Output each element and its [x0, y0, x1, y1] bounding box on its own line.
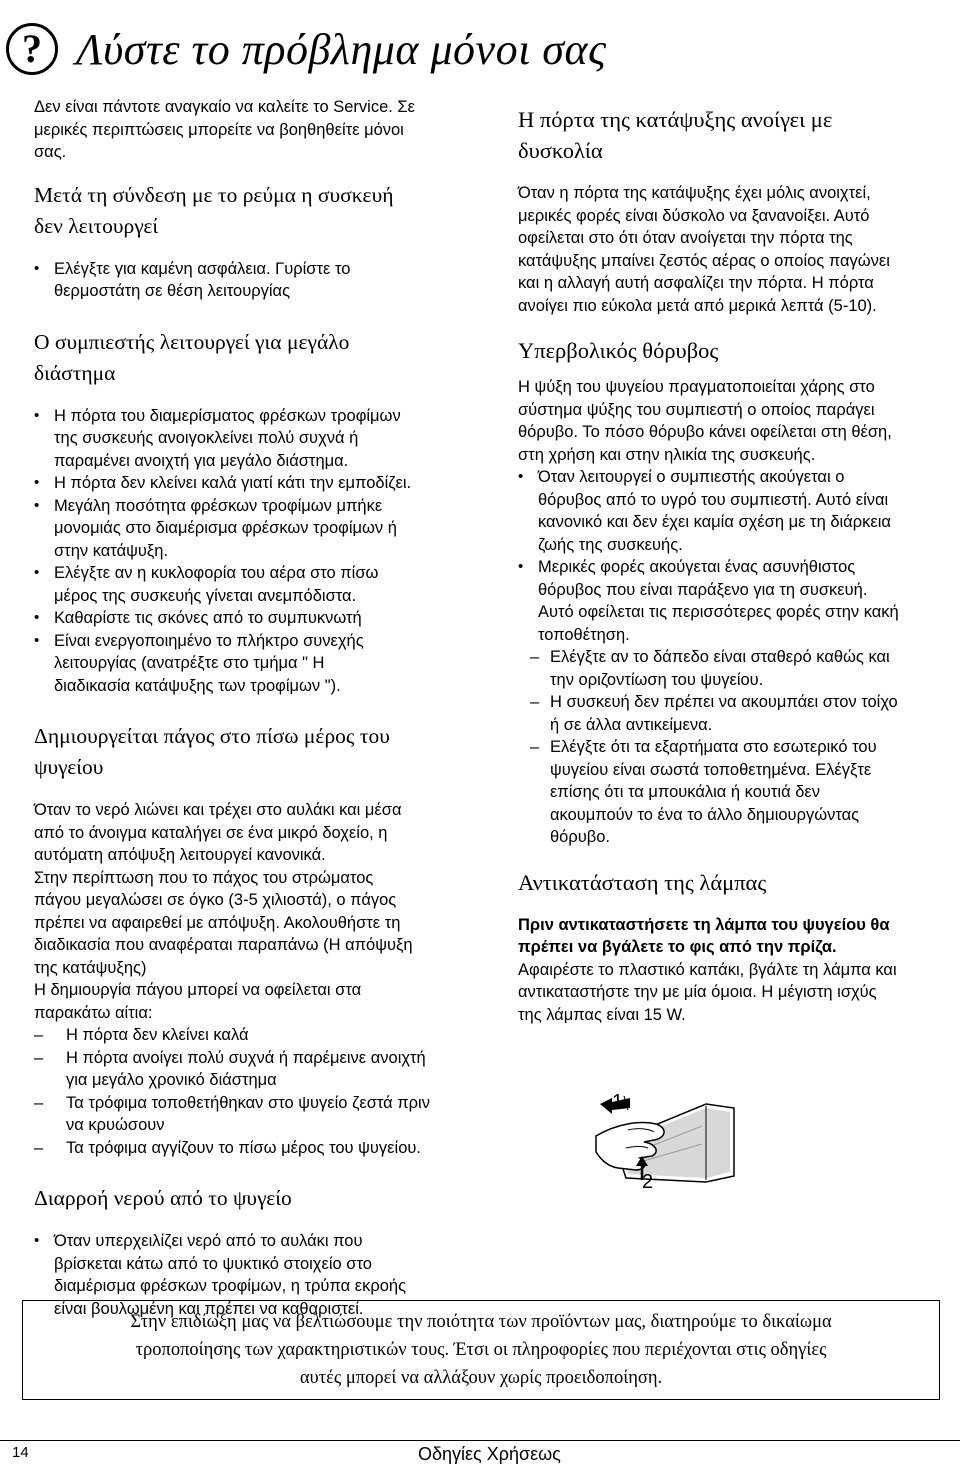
- section-heading-noise: Υπερβολικός θόρυβος: [518, 338, 719, 363]
- page-title: Λύστε το πρόβλημα μόνοι σας: [76, 24, 607, 74]
- list-item: – Τα τρόφιμα τοποθετήθηκαν στο ψυγείο ζεστά πριν να κρυώσουν: [34, 1092, 474, 1137]
- footer-divider: [0, 1440, 960, 1441]
- lamp-instructions: Αφαιρέστε το πλαστικό καπάκι, βγάλτε τη λάμπα και αντικαταστήστε την με μία όμοια. Η μέγιστη ισχύς της λάμπας είναι 15 W.: [518, 960, 897, 1024]
- section-heading-no-operation: Μετά τη σύνδεση με το ρεύμα η συσκευή δεν λειτουργεί: [34, 182, 394, 238]
- callout-1: 1: [612, 1091, 624, 1113]
- section-heading-freezer-door: Η πόρτα της κατάψυξης ανοίγει με δυσκολία: [518, 107, 833, 163]
- section-heading-compressor-running: Ο συμπιεστής λειτουργεί για μεγάλο διάστημα: [34, 329, 350, 385]
- notice-box: Στην επιδίωξη μας να βελτιώσουμε την ποιότητα των προϊόντων μας, διατηρούμε το δικαίωμα τροποποίησης των χαρακτηριστικών τους. Έτσι οι πληροφορίες που περιέχονται στις οδηγίες αυτές μπορεί να αλλάξουν χωρίς προειδοποίηση.: [22, 1300, 940, 1400]
- noise-checks-list: [518, 646, 954, 849]
- list-item: • Η πόρτα δεν κλείνει καλά γιατί κάτι την εμποδίζει.: [34, 472, 474, 495]
- list-item: • Όταν λειτουργεί ο συμπιεστής ακούγεται ο θόρυβος από το υγρό του συμπιεστή. Αυτό είναι κανονικό και δεν έχει καμία σχέση με τη διάρκεια ζωής της συσκευής.: [518, 466, 954, 556]
- left-column: [34, 96, 474, 1320]
- page-header: [6, 14, 606, 84]
- right-column: [518, 104, 954, 1026]
- freezer-door-paragraph: Όταν η πόρτα της κατάψυξης έχει μόλις ανοιχτεί, μερικές φορές είναι δύσκολο να ξανανοίξει. Αυτό οφείλεται στο ότι όταν ανοίγεται την πόρτα της κατάψυξης μπαίνει ζεστός αέρας ο οποίος παγώνει και η αλλαγή αυτή ασφαλίζει την πόρτα. Η πόρτα ανοίγει πιο εύκολα μετά από μερικά λεπτά (5-10).: [518, 184, 890, 315]
- ice-formation-paragraph: Όταν το νερό λιώνει και τρέχει στο αυλάκι και μέσα από το άνοιγμα καταλήγει σε ένα μικρό δοχείο, η αυτόματη απόψυξη λειτουργεί κανονικά. Στην περίπτωση που το πάχος του στρώματος πάγου μεγαλώσει σε όγκο (3-5 χιλιοστά), ο πάγος πρέπει να αφαιρεθεί με απόψυξη. Ακολουθήστε τη διαδικασία που αναφέραται παραπάνω (Η απόψυξη της κατάψυξης) Η δημιουργία πάγου μπορεί να οφείλεται στα παρακάτω αίτια:: [34, 801, 413, 1022]
- noise-paragraph: Η ψύξη του ψυγείου πραγματοποιείται χάρης στο σύστημα ψύξης του συμπιεστή ο οποίος παράγει θόρυβο. Το πόσο θόρυβο κάνει οφείλεται στη θέση, στη χρήση και στην ηλικία της συσκευής.: [518, 378, 892, 464]
- lamp-warning: Πριν αντικαταστήσετε τη λάμπα του ψυγείου θα πρέπει να βγάλετε το φις από την πρίζα.: [518, 915, 890, 956]
- list-item: – Η συσκευή δεν πρέπει να ακουμπάει στον τοίχο ή σε άλλα αντικείμενα.: [518, 691, 954, 736]
- lamp-replacement-illustration: [556, 1082, 756, 1192]
- section-heading-lamp-replacement: Αντικατάσταση της λάμπας: [518, 869, 767, 895]
- list-item: • Ελέγξτε αν η κυκλοφορία του αέρα στο πίσω μέρος της συσκευής γίνεται ανεμπόδιστα.: [34, 562, 474, 607]
- list-item: • Καθαρίστε τις σκόνες από το συμπυκνωτή: [34, 607, 474, 630]
- ice-causes-list: [34, 1024, 474, 1159]
- section-heading-water-leak: Διαρροή νερού από το ψυγείο: [34, 1186, 292, 1210]
- list-item: – Ελέγξτε αν το δάπεδο είναι σταθερό καθώς και την οριζοντίωση του ψυγείου.: [518, 646, 954, 691]
- list-item: • Μερικές φορές ακούγεται ένας ασυνήθιστος θόρυβος που είναι παράξενο για τη συσκευή. Αυτό οφείλεται τις περισσότερες φορές στην κακή τοποθέτηση.: [518, 556, 954, 646]
- no-operation-list: [34, 258, 474, 303]
- list-item: – Ελέγξτε ότι τα εξαρτήματα στο εσωτερικό του ψυγείου είναι σωστά τοποθετημένα. Ελέγξτε επίσης ότι τα μπουκάλια ή κουτιά δεν ακουμπούν το ένα το άλλο δημιουργώντας θόρυβο.: [518, 736, 954, 849]
- list-item: • Όταν υπερχειλίζει νερό από το αυλάκι που βρίσκεται κάτω από το ψυκτικό στοιχείο στο διαμέρισμα φρέσκων τροφίμων, η τρύπα εκροής είναι βουλωμένη και πρέπει να καθαριστεί.: [34, 1230, 474, 1320]
- section-heading-ice-formation: Δημιουργείται πάγος στο πίσω μέρος του ψυγείου: [34, 724, 390, 779]
- list-item: • Η πόρτα του διαμερίσματος φρέσκων τροφίμων της συσκευής ανοιγοκλείνει πολύ συχνά ή παραμένει ανοιχτή για μεγάλο διάστημα.: [34, 405, 474, 473]
- noise-list: [518, 466, 954, 646]
- list-item: – Τα τρόφιμα αγγίζουν το πίσω μέρος του ψυγείου.: [34, 1137, 474, 1160]
- page-number: 14: [12, 1444, 29, 1461]
- compressor-list: [34, 405, 474, 698]
- footer-title: Οδηγίες Χρήσεως: [418, 1444, 561, 1464]
- question-mark-circle-icon: ?: [6, 23, 58, 75]
- list-item: – Η πόρτα δεν κλείνει καλά: [34, 1024, 474, 1047]
- callout-2: 2: [642, 1171, 654, 1192]
- list-item: • Ελέγξτε για καμένη ασφάλεια. Γυρίστε το θερμοστάτη σε θέση λειτουργίας: [34, 258, 474, 303]
- list-item: – Η πόρτα ανοίγει πολύ συχνά ή παρέμεινε ανοιχτή για μεγάλο χρονικό διάστημα: [34, 1047, 474, 1092]
- list-item: • Μεγάλη ποσότητα φρέσκων τροφίμων μπήκε μονομιάς στο διαμέρισμα φρέσκων τροφίμων ή στην κατάψυξη.: [34, 495, 474, 563]
- list-item: • Είναι ενεργοποιημένο το πλήκτρο συνεχής λειτουργίας (ανατρέξτε στο τμήμα " Η διαδικασία κατάψυξης των τροφίμων ").: [34, 630, 474, 698]
- intro-paragraph: Δεν είναι πάντοτε αναγκαίο να καλείτε το Service. Σε μερικές περιπτώσεις μπορείτε να βοηθηθείτε μόνοι σας.: [34, 98, 415, 161]
